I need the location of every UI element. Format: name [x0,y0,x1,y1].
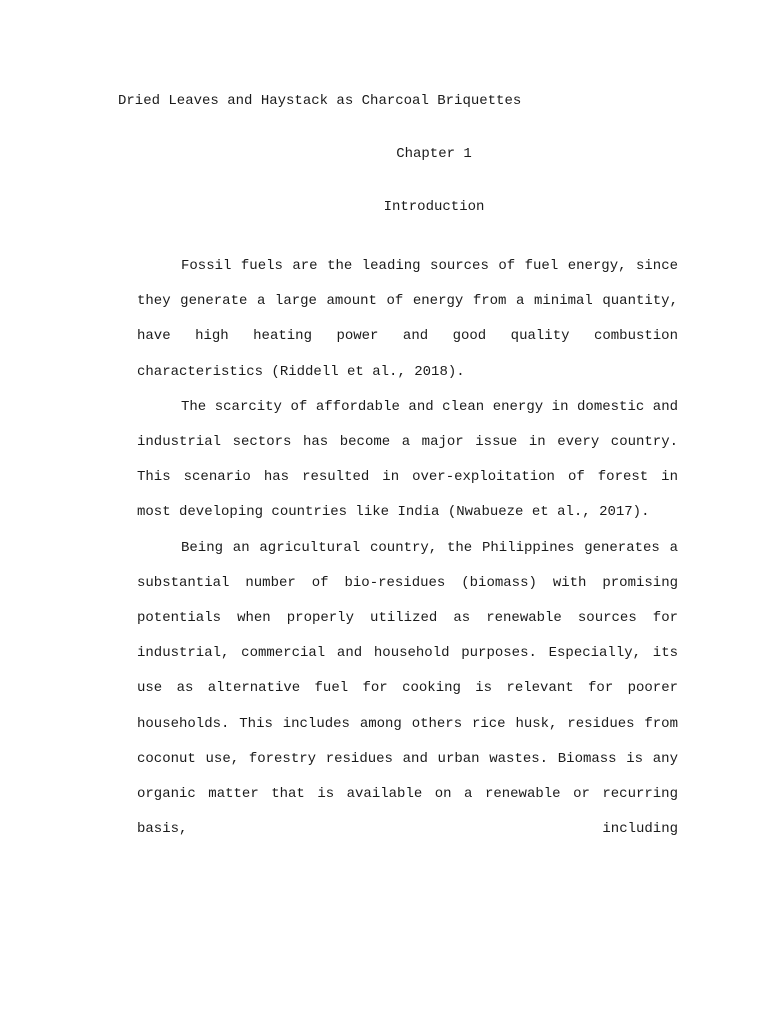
paragraph-3: Being an agricultural country, the Philippines generates a substantial number of bio-residues (biomass) with promising potentials when properly utilized as renewable sources for industrial, commercial and household purposes. Especially, its use as alternative fuel for cooking is relevant for poorer households. This includes among others rice husk, residues from coconut use, forestry residues and urban wastes. Biomass is any organic matter that is available on a renewable or recurring basis, including [137,539,678,838]
paragraph-1: Fossil fuels are the leading sources of fuel energy, since they generate a large amount of energy from a minimal quantity, have high heating power and good quality combustion characteristics (Riddell et al., 2018). [137,258,678,380]
body-text [137,249,678,847]
paragraph-2: The scarcity of affordable and clean energy in domestic and industrial sectors has become a major issue in every country. This scenario has resulted in over-exploitation of forest in most developing countries like India (Nwabueze et al., 2017). [137,398,678,521]
section-heading: Introduction [383,199,485,215]
document-title: Dried Leaves and Haystack as Charcoal Briquettes [118,93,522,109]
chapter-heading: Chapter 1 [396,146,472,162]
